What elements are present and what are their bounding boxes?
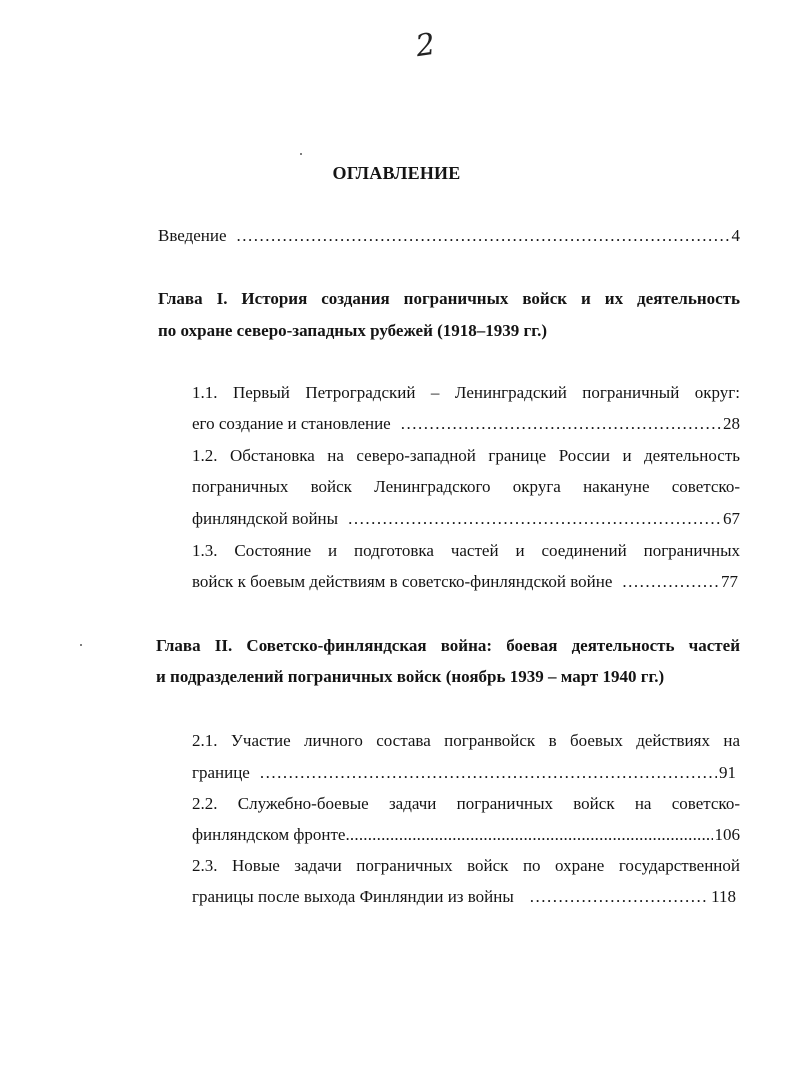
- toc-page-number: 4: [731, 226, 740, 245]
- chapter-heading: по охране северо-западных рубежей (1918–1939 гг.): [158, 321, 547, 340]
- dot-leader: [345, 823, 712, 847]
- dot-leader: [348, 507, 721, 531]
- toc-entry[interactable]: [192, 507, 740, 531]
- chapter-heading: и подразделений пограничных войск (ноябрь 1939 – март 1940 гг.): [156, 667, 665, 686]
- toc-section-text: 1.3. Состояние и подготовка частей и соединений пограничных: [192, 541, 740, 560]
- toc-section-text: 1.2. Обстановка на северо-западной границе России и деятельность: [192, 446, 740, 465]
- toc-section-text: пограничных войск Ленинградского округа накануне советско-: [192, 477, 740, 496]
- toc-page-number: 67: [723, 509, 740, 528]
- toc-section-text: 2.2. Служебно-боевые задачи пограничных войск на советско-: [192, 794, 740, 813]
- toc-entry[interactable]: [192, 412, 740, 436]
- toc-page-number: 118: [711, 887, 736, 906]
- toc-entry-intro[interactable]: [158, 224, 740, 248]
- handwritten-page-number: 2: [413, 26, 438, 65]
- dot-leader: [622, 570, 719, 594]
- toc-page-number: 77: [721, 572, 738, 591]
- toc-entry-label: его создание и становление: [192, 414, 391, 433]
- dot-leader: [401, 412, 721, 436]
- toc-entry-label: границы после выхода Финляндии из войны: [192, 887, 514, 906]
- toc-entry[interactable]: [192, 823, 740, 847]
- toc-entry-label: войск к боевым действиям в советско-финляндской войне: [192, 572, 613, 591]
- chapter-heading: Глава II. Советско-финляндская война: боевая деятельность частей: [156, 636, 740, 655]
- toc-page-number: 28: [723, 414, 740, 433]
- toc-page-number: 106: [714, 825, 740, 844]
- dot-leader: [237, 224, 730, 248]
- scan-speck: [80, 644, 82, 646]
- toc-entry-label: финляндском фронте: [192, 825, 346, 844]
- scan-speck: [300, 153, 302, 155]
- toc-entry[interactable]: [192, 761, 736, 785]
- toc-page-number: 91: [719, 763, 736, 782]
- toc-entry-label: финляндской войны: [192, 509, 339, 528]
- toc-entry-label: Введение: [158, 226, 227, 245]
- chapter-heading: Глава I. История создания пограничных войск и их деятельность: [158, 289, 740, 308]
- dot-leader: [260, 761, 717, 785]
- toc-entry[interactable]: [192, 885, 736, 909]
- dot-leader: [530, 885, 709, 909]
- toc-entry[interactable]: [192, 570, 738, 594]
- toc-entry-label: границе: [192, 763, 250, 782]
- toc-section-text: 2.3. Новые задачи пограничных войск по охране государственной: [192, 856, 740, 875]
- page-title: ОГЛАВЛЕНИЕ: [332, 163, 461, 183]
- toc-section-text: 1.1. Первый Петроградский – Ленинградский пограничный округ:: [192, 383, 740, 402]
- toc-section-text: 2.1. Участие личного состава погранвойск в боевых действиях на: [192, 731, 740, 750]
